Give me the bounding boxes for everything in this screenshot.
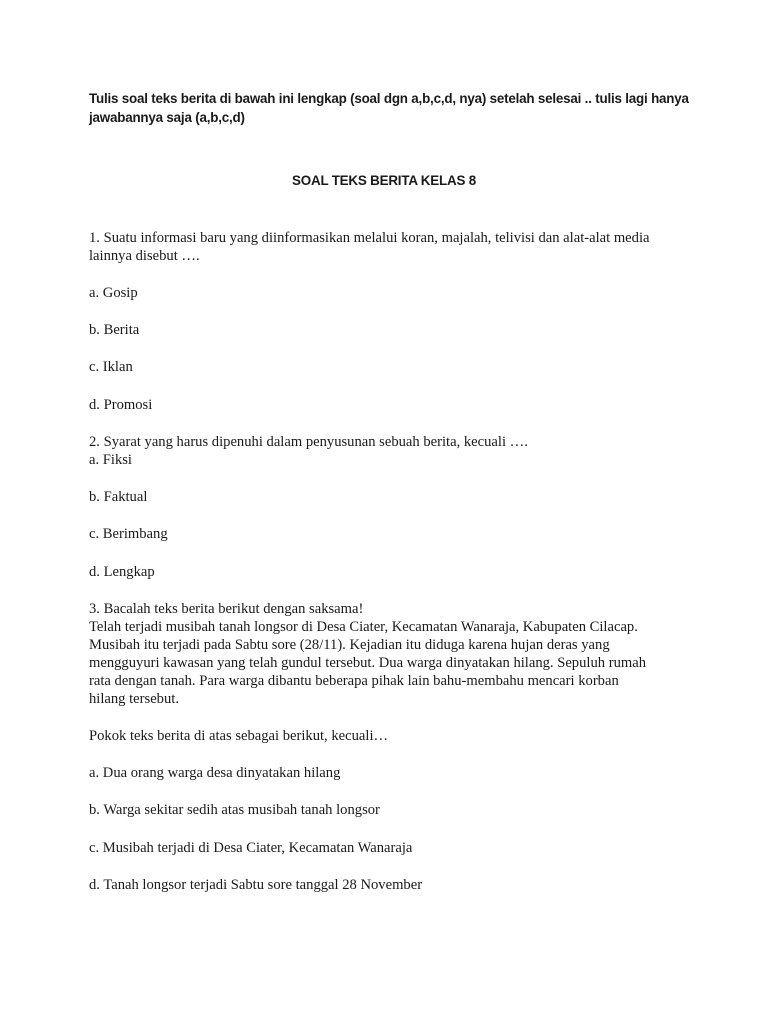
question-1-option-c: c. Iklan (89, 359, 133, 375)
document-title: SOAL TEKS BERITA KELAS 8 (292, 173, 476, 188)
instruction-line-2: jawabannya saja (a,b,c,d) (89, 110, 245, 125)
question-2-option-d: d. Lengkap (89, 564, 155, 580)
question-3-option-a: a. Dua orang warga desa dinyatakan hilang (89, 765, 341, 781)
instruction-line-1: Tulis soal teks berita di bawah ini lengkap (soal dgn a,b,c,d, nya) setelah selesai .. tulis lagi hanya (89, 91, 689, 106)
question-1-option-d: d. Promosi (89, 397, 153, 413)
question-3-passage-line-1: Telah terjadi musibah tanah longsor di Desa Ciater, Kecamatan Wanaraja, Kabupaten Cilacap. (89, 619, 638, 635)
question-3-prompt: Pokok teks berita di atas sebagai berikut, kecuali… (89, 728, 389, 744)
question-2-option-b: b. Faktual (89, 489, 148, 505)
question-2-option-c: c. Berimbang (89, 526, 168, 542)
question-1-option-b: b. Berita (89, 322, 140, 338)
question-1-option-a: a. Gosip (89, 285, 138, 301)
question-3-line-1: 3. Bacalah teks berita berikut dengan saksama! (89, 601, 364, 617)
question-3-passage-line-2: Musibah itu terjadi pada Sabtu sore (28/11). Kejadian itu diduga karena hujan deras yang (89, 637, 610, 653)
question-2-line-1: 2. Syarat yang harus dipenuhi dalam penyusunan sebuah berita, kecuali …. (89, 434, 528, 450)
question-3-passage-line-5: hilang tersebut. (89, 691, 179, 707)
instruction-text (89, 89, 689, 127)
question-3-option-c: c. Musibah terjadi di Desa Ciater, Kecamatan Wanaraja (89, 840, 413, 856)
question-1-line-2: lainnya disebut …. (89, 248, 200, 264)
question-3-passage-line-4: rata dengan tanah. Para warga dibantu beberapa pihak lain bahu-membahu mencari korban (89, 673, 619, 689)
question-1-line-1: 1. Suatu informasi baru yang diinformasikan melalui koran, majalah, telivisi dan alat-alat media (89, 230, 650, 246)
question-2-option-a: a. Fiksi (89, 452, 132, 468)
question-3-option-d: d. Tanah longsor terjadi Sabtu sore tanggal 28 November (89, 877, 423, 893)
question-3-option-b: b. Warga sekitar sedih atas musibah tanah longsor (89, 802, 380, 818)
question-3-passage-line-3: mengguyuri kawasan yang telah gundul tersebut. Dua warga dinyatakan hilang. Sepuluh rumah (89, 655, 646, 671)
